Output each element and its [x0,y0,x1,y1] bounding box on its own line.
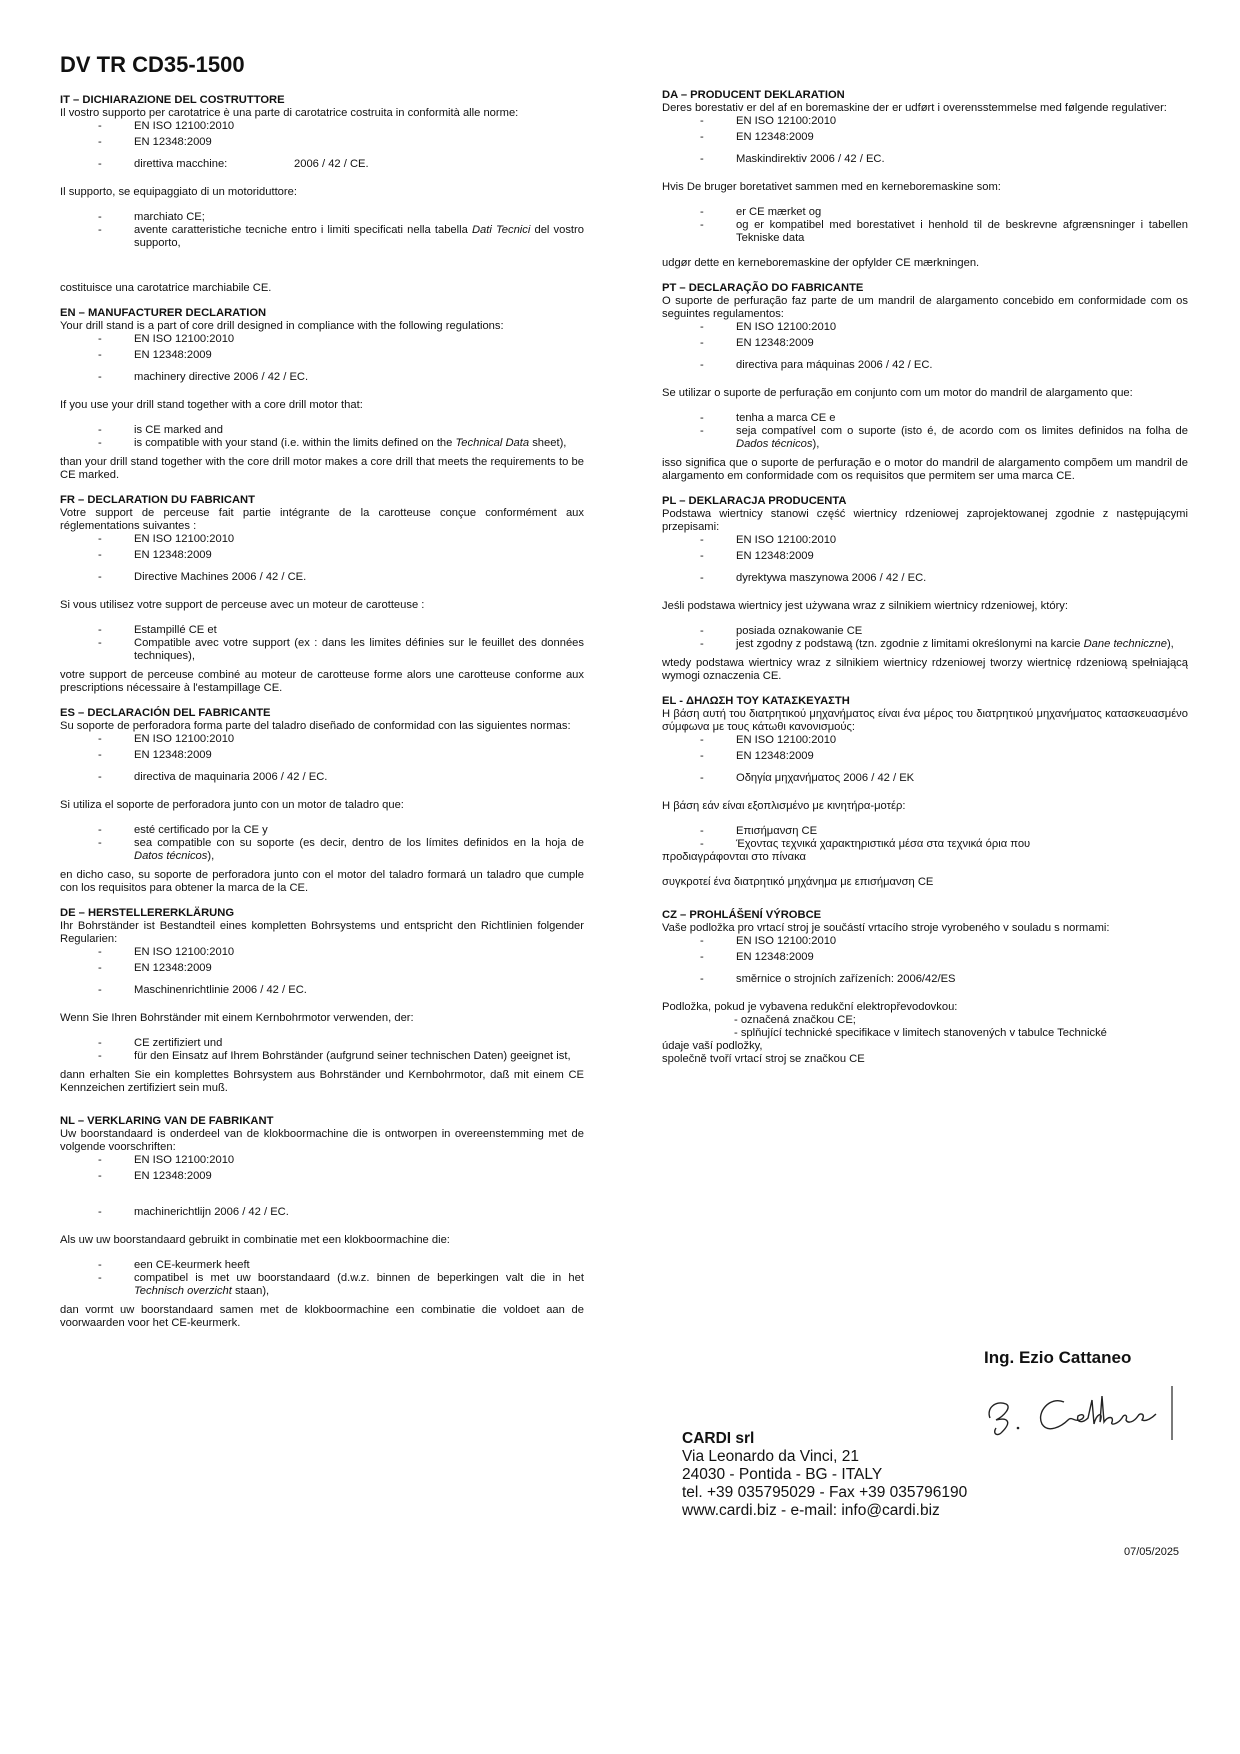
condition-item: - Estampillé CE et [60,624,584,637]
condition-item: - is CE marked and [60,424,584,437]
condition-text: jest zgodny z podstawą (tzn. zgodnie z limitami określonymi na karcie [736,638,1084,650]
condition-text: ), [207,850,215,862]
section-condition: Il supporto, se equipaggiato di un motoriduttore: [60,186,297,198]
standard-item: - EN 12348:2009 [662,951,1188,964]
condition-list [60,424,584,450]
condition-text: is compatible with your stand (i.e. within the limits defined on the [134,437,456,449]
section-intro: Deres borestativ er del af en boremaskine der er udført i overensstemmelse med følgende regulativer: [662,102,1167,114]
standard-item: - EN 12348:2009 [60,549,584,562]
condition-item [662,638,1188,651]
standard-item: - EN ISO 12100:2010 [60,120,584,133]
standard-item: - EN 12348:2009 [662,131,1188,144]
condition-item: - og er kompatibel med borestativet i henhold til de beskrevne afgrænsninger i tabellen Tekniske data [662,219,1188,245]
directive-list [60,571,584,584]
left-column [60,94,584,1330]
section-intro: Il vostro supporto per carotatrice è una parte di carotatrice costruita in conformità alle norme: [60,107,519,119]
standard-item: - EN ISO 12100:2010 [662,935,1188,948]
directive-list [662,359,1188,372]
section-intro: Su soporte de perforadora forma parte del taladro diseñado de conformidad con las siguientes normas: [60,720,571,732]
directive-item: - directiva para máquinas 2006 / 42 / EC. [662,359,1188,372]
section-heading: PL – DEKLARACJA PRODUCENTA [662,495,847,507]
condition-text: sheet), [529,437,567,449]
condition-list [60,824,584,863]
section-conclusion: en dicho caso, su soporte de perforadora junto con el motor del taladro formará un taladro que cumple con los requisitos para obtener la marca de la CE. [60,869,584,894]
directive-item: - Maskindirektiv 2006 / 42 / EC. [662,153,1188,166]
company-phone: tel. +39 035795029 - Fax +39 035796190 [682,1484,968,1501]
standard-item: - EN ISO 12100:2010 [662,534,1188,547]
section-heading: IT – DICHIARAZIONE DEL COSTRUTTORE [60,94,285,106]
directive-list [662,772,1188,785]
condition-text: ), [812,438,820,450]
directive-item: - machinerichtlijn 2006 / 42 / EC. [60,1206,584,1219]
section-conclusion: costituisce una carotatrice marchiabile CE. [60,282,272,294]
condition-emphasis: Technisch overzicht [134,1285,232,1297]
section-intro: Uw boorstandaard is onderdeel van de klokboormachine die is ontworpen in overeenstemming met de volgende voorschriften: [60,1128,584,1153]
standard-item: - EN 12348:2009 [662,750,1188,763]
condition-item: - posiada oznakowanie CE [662,625,1188,638]
section-intro: Ihr Bohrständer ist Bestandteil eines kompletten Bohrsystems und entspricht den Richtlinien folgender Regularien: [60,920,584,945]
standard-item: - EN 12348:2009 [60,1170,584,1183]
standard-item: - EN 12348:2009 [60,749,584,762]
standard-item: - EN ISO 12100:2010 [662,321,1188,334]
condition-emphasis: Dados técnicos [736,438,813,450]
standard-item: - EN 12348:2009 [60,962,584,975]
section-da [662,89,1188,270]
section-conclusion: dan vormt uw boorstandaard samen met de klokboormachine een combinatie die voldoet aan de voorwaarden voor het CE-keurmerk. [60,1304,584,1329]
directive-list [662,572,1188,585]
section-heading: PT – DECLARAÇÃO DO FABRICANTE [662,282,864,294]
section-conclusion: udgør dette en kerneboremaskine der opfylder CE mærkningen. [662,257,980,269]
section-en [60,307,584,482]
section-condition: Wenn Sie Ihren Bohrständer mit einem Kernbohrmotor verwenden, der: [60,1012,414,1024]
directive-item: - machinery directive 2006 / 42 / EC. [60,371,584,384]
standards-list [662,321,1188,350]
company-web: www.cardi.biz - e-mail: info@cardi.biz [682,1502,940,1519]
condition-item [60,837,584,863]
standards-list [60,533,584,562]
condition-list [662,625,1188,651]
directive-list [60,158,584,171]
section-condition: Si vous utilisez votre support de perceuse avec un moteur de carotteuse : [60,599,425,611]
standard-item: - EN ISO 12100:2010 [60,533,584,546]
standard-item: - EN ISO 12100:2010 [662,734,1188,747]
condition-list [60,624,584,663]
section-heading: EN – MANUFACTURER DECLARATION [60,307,267,319]
condition-item: - marchiato CE; [60,211,584,224]
standards-list [662,534,1188,563]
condition-list [60,1259,584,1298]
condition-continuation: προδιαγράφονται στο πίνακα [662,851,806,863]
section-condition: Podložka, pokud je vybavena redukční elektropřevodovkou: [662,1001,958,1013]
condition-text: seja compatível com o suporte (isto é, de acordo com os limites definidos na folha de [736,425,1188,437]
signer-block [984,1348,1131,1368]
section-heading: ES – DECLARACIÓN DEL FABRICANTE [60,707,271,719]
standards-list [60,120,584,149]
section-pl [662,495,1188,683]
right-column [662,89,1188,1066]
condition-item [60,437,584,450]
section-intro: Vaše podložka pro vrtací stroj je součástí vrtacího stroje vyrobeného v souladu s normami: [662,922,1110,934]
standard-item: - EN 12348:2009 [60,136,584,149]
standards-list [60,1154,584,1183]
condition-text: sea compatible con su soporte (es decir, dentro de los límites definidos en la hoja de [134,837,584,849]
condition-list [60,1037,584,1063]
section-heading: EL - ΔΗΛΩΣΗ ΤΟΥ ΚΑΤΑΣΚΕΥΑΣΤΗ [662,695,850,707]
directive-label: direttiva macchine: [134,158,228,170]
company-block [682,1430,967,1520]
section-heading: NL – VERKLARING VAN DE FABRIKANT [60,1115,274,1127]
section-intro: Votre support de perceuse fait partie intégrante de la carotteuse conçue conformément aux réglementations suivantes : [60,507,584,532]
condition-list [662,206,1188,245]
condition-item: - Επισήμανση CE [662,825,1188,838]
condition-text: compatibel is met uw boorstandaard (d.w.z. binnen de beperkingen valt die in het [134,1272,584,1284]
section-condition: Si utiliza el soporte de perforadora junto con un motor de taladro que: [60,799,404,811]
condition-continuation: údaje vaší podložky, [662,1040,763,1052]
condition-item [60,1272,584,1298]
section-conclusion: συγκροτεί ένα διατρητικό μηχάνημα με επισήμανση CE [662,876,934,888]
standards-list [60,733,584,762]
section-condition: Jeśli podstawa wiertnicy jest używana wraz z silnikiem wiertnicy rdzeniowej, który: [662,600,1068,612]
standards-list [662,115,1188,144]
directive-item: - directiva de maquinaria 2006 / 42 / EC. [60,771,584,784]
directive-value: 2006 / 42 / CE. [294,158,369,170]
section-condition: Hvis De bruger boretativet sammen med en kerneboremaskine som: [662,181,1001,193]
section-cz [662,909,1188,1066]
section-heading: FR – DECLARATION DU FABRICANT [60,494,255,506]
condition-list [662,412,1188,451]
directive-item: - dyrektywa maszynowa 2006 / 42 / EC. [662,572,1188,585]
condition-item: - für den Einsatz auf Ihrem Bohrständer (aufgrund seiner technischen Daten) geeignet ist, [60,1050,584,1063]
standards-list [60,333,584,362]
condition-item: - er CE mærket og [662,206,1188,219]
directive-item: - Οδηγία μηχανήματος 2006 / 42 / EK [662,772,1188,785]
page-title: DV TR CD35-1500 [60,52,245,77]
condition-item: - tenha a marca CE e [662,412,1188,425]
section-fr [60,494,584,695]
condition-text: ), [1166,638,1174,650]
standard-item: - EN 12348:2009 [60,349,584,362]
directive-list [60,371,584,384]
condition-emphasis: Dane techniczne [1083,638,1167,650]
company-address: Via Leonardo da Vinci, 21 [682,1448,859,1465]
condition-item: - Έχοντας τεχνικά χαρακτηριστικά μέσα στα τεχνικά όρια που [662,838,1188,851]
directive-list [662,153,1188,166]
standard-item: - EN ISO 12100:2010 [60,333,584,346]
company-city: 24030 - Pontida - BG - ITALY [682,1466,883,1483]
section-conclusion: dann erhalten Sie ein komplettes Bohrsystem aus Bohrständer und Kernbohrmotor, daß mit einem CE Kennzeichen zertifiziert sein muß. [60,1069,584,1094]
directive-list [60,1206,584,1219]
condition-item: - splňující technické specifikace v limitech stanovených v tabulce Technické [734,1027,1107,1039]
section-conclusion: than your drill stand together with the core drill motor makes a core drill that meets the requirements to be CE marked. [60,456,584,481]
section-condition: Η βάση εάν είναι εξοπλισμένο με κινητήρα-μοτέρ: [662,800,906,812]
directive-list [60,984,584,997]
condition-text: staan), [231,1285,270,1297]
condition-item: - een CE-keurmerk heeft [60,1259,584,1272]
condition-text: del vostro supporto, [134,224,584,249]
signer-name: Ing. Ezio Cattaneo [984,1348,1132,1367]
condition-emphasis: Datos técnicos [134,850,208,862]
section-condition: Se utilizar o suporte de perfuração em conjunto com um motor do mandril de alargamento que: [662,387,1133,399]
section-intro: Podstawa wiertnicy stanowi część wiertnicy rdzeniowej zaprojektowanej zgodnie z następującymi przepisami: [662,508,1188,533]
condition-item: - označená značkou CE; [734,1014,856,1026]
section-heading: DA – PRODUCENT DEKLARATION [662,89,845,101]
section-el [662,695,1188,889]
directive-item: - směrnice o strojních zařízeních: 2006/42/ES [662,973,1188,986]
section-pt [662,282,1188,483]
standard-item: - EN ISO 12100:2010 [60,733,584,746]
condition-list [60,211,584,250]
condition-item: - esté certificado por la CE y [60,824,584,837]
condition-text: avente caratteristiche tecniche entro i limiti specificati nella tabella [134,224,472,236]
directive-list [60,771,584,784]
section-intro: O suporte de perfuração faz parte de um mandril de alargamento concebido em conformidade com os seguintes regulamentos: [662,295,1188,320]
section-es [60,707,584,895]
section-conclusion: společně tvoří vrtací stroj se značkou CE [662,1053,865,1065]
condition-emphasis: Dati Tecnici [471,224,531,236]
section-conclusion: isso significa que o suporte de perfuração e o motor do mandril de alargamento compõem um mandril de alargamento em conformidade com os requisitos que permitem ser uma marca CE. [662,457,1188,482]
section-nl [60,1115,584,1330]
section-conclusion: votre support de perceuse combiné au moteur de carotteuse forme alors une carotteuse conforme aux prescriptions nécessaire à l'estampillage CE. [60,669,584,694]
standard-item: - EN ISO 12100:2010 [60,946,584,959]
document-date: 07/05/2025 [1124,1546,1180,1558]
directive-list [662,973,1188,986]
section-it [60,94,584,295]
section-intro: Your drill stand is a part of core drill designed in compliance with the following regulations: [60,320,504,332]
standard-item: - EN ISO 12100:2010 [60,1154,584,1167]
directive-item: - Directive Machines 2006 / 42 / CE. [60,571,584,584]
standard-item: - EN 12348:2009 [662,550,1188,563]
company-name: CARDI srl [682,1430,755,1447]
section-conclusion: wtedy podstawa wiertnicy wraz z silnikiem wiertnicy rdzeniowej tworzy wiertnicę rdzeniową spełniającą wymogi oznaczenia CE. [662,657,1188,682]
condition-item: - Compatible avec votre support (ex : dans les limites définies sur le feuillet des données techniques), [60,637,584,663]
condition-emphasis: Technical Data [455,437,530,449]
condition-list [662,825,1188,851]
condition-item: - CE zertifiziert und [60,1037,584,1050]
directive-item: - Maschinenrichtlinie 2006 / 42 / EC. [60,984,584,997]
standards-list [662,935,1188,964]
standards-list [60,946,584,975]
standard-item: - EN 12348:2009 [662,337,1188,350]
condition-item [662,425,1188,451]
section-heading: DE – HERSTELLERERKLÄRUNG [60,907,235,919]
section-condition: If you use your drill stand together with a core drill motor that: [60,399,363,411]
section-heading: CZ – PROHLÁŠENÍ VÝROBCE [662,909,822,921]
section-de [60,907,584,1095]
directive-item [60,158,584,171]
section-intro: Η βάση αυτή του διατρητικού μηχανήματος είναι ένα μέρος του διατρητικού μηχανήματος κατασκευασμένο σύμφωνα με τους κάτωθι κανονισμούς: [662,708,1188,733]
condition-item [60,224,584,250]
standard-item: - EN ISO 12100:2010 [662,115,1188,128]
handwritten-signature [978,1382,1178,1449]
section-condition: Als uw uw boorstandaard gebruikt in combinatie met een klokboormachine die: [60,1234,450,1246]
standards-list [662,734,1188,763]
